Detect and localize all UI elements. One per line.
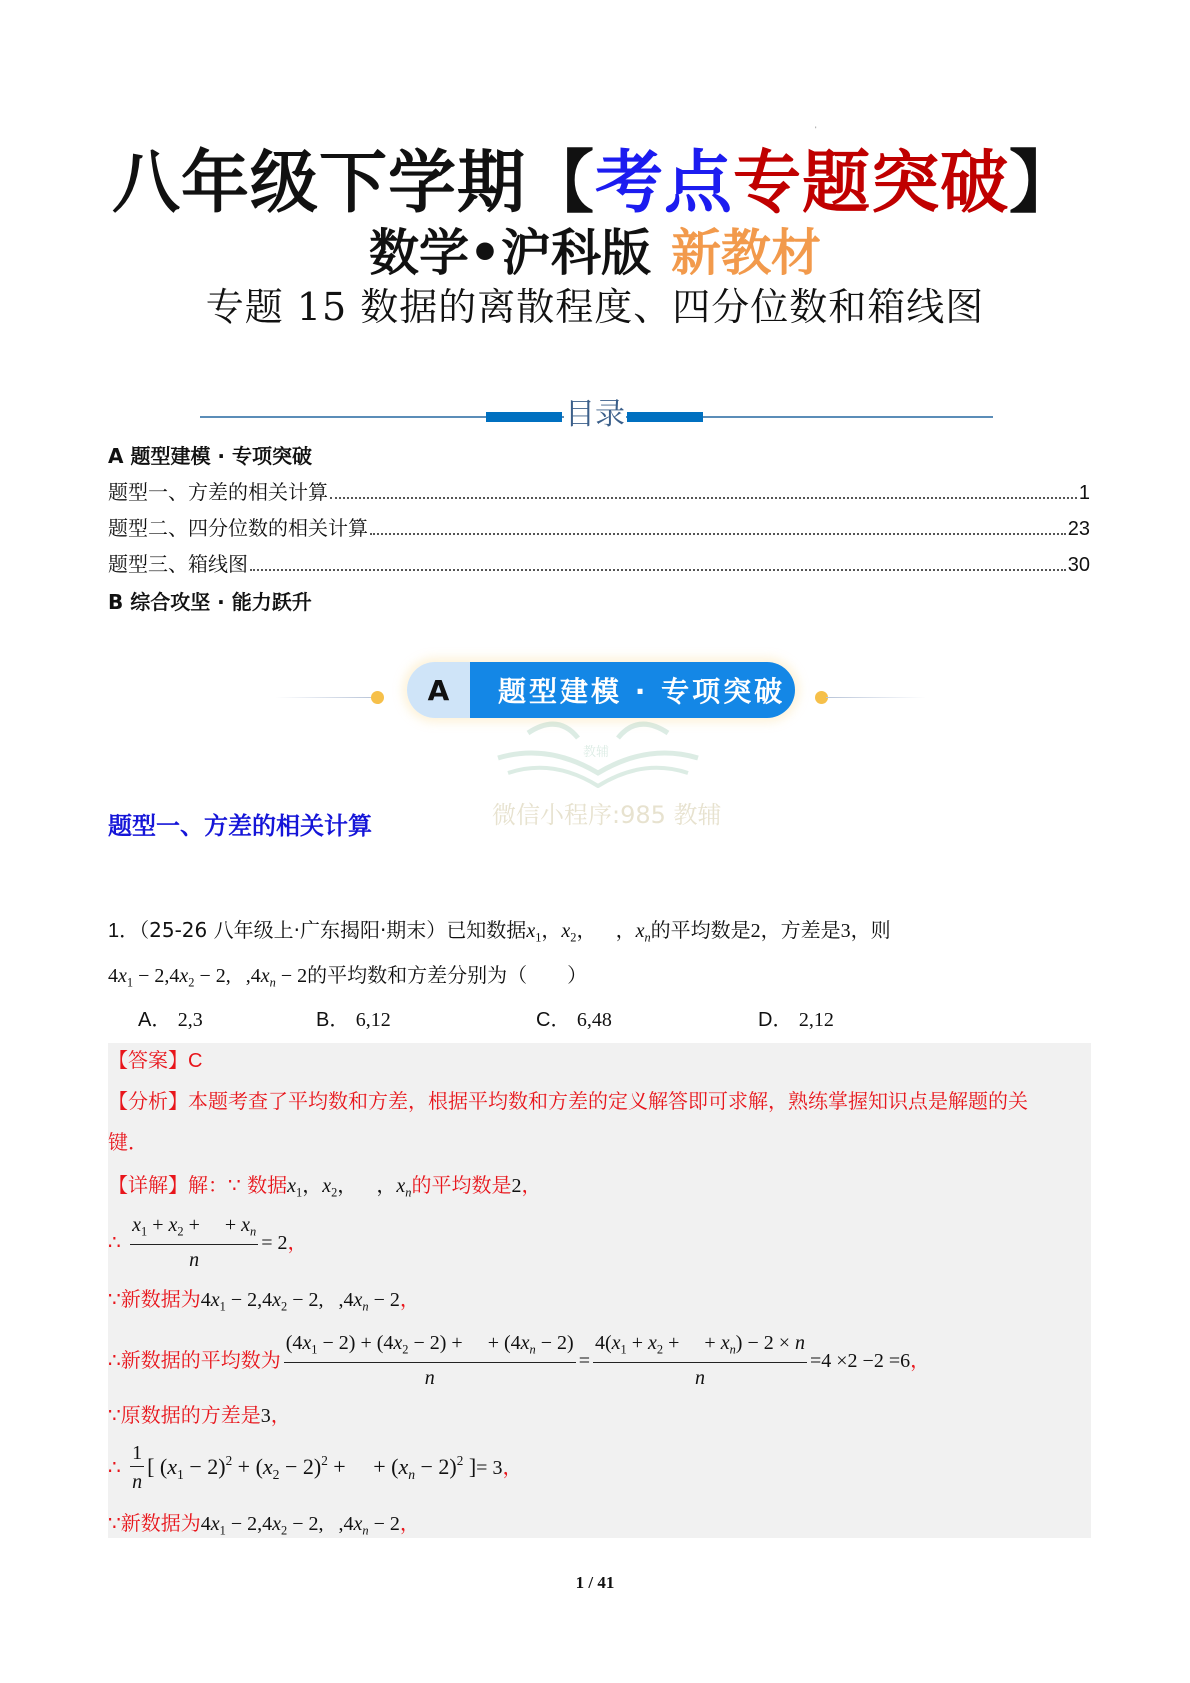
toc-item[interactable] [108, 514, 1090, 543]
therefore-symbol: ∴ [108, 1455, 121, 1479]
banner-line-right [826, 697, 926, 698]
question-number: 1． [108, 920, 140, 942]
answer-options [138, 1004, 936, 1035]
toc-divider-block-right [627, 412, 703, 422]
page-subtitle [0, 224, 1190, 282]
therefore-symbol: ∴ [108, 1348, 121, 1373]
because-symbol: ∵ [108, 1511, 121, 1535]
banner-dot-left-icon [371, 691, 384, 704]
step-text: 原数据的方差是 [120, 1403, 261, 1427]
toc-item-page: 1 [1078, 482, 1090, 504]
toc-item[interactable] [108, 478, 1090, 507]
toc-section-a[interactable]: A 题型建模 · 专项突破 [108, 444, 312, 468]
step-new-mean: ∴新数据的平均数为 $\frac{(4x_1 - 2) + (4x_2 - 2) + + (4x_n - 2)}{n}$ = $\frac{4(x_1 + x_2 + + x_n) - 2 \times n}{n}$ =4 ×2 −2 =6， [108, 1330, 930, 1393]
detail-line1: 【详解】解：∵ 数据$x_1$，$x_2$， ，$x_n$的平均数是2， [108, 1173, 542, 1200]
given-mean: 2 [750, 920, 761, 942]
detail-text: 解：∵ 数据 [188, 1173, 288, 1197]
stem-text: 已知数据 [446, 918, 527, 942]
option-b[interactable]: B． 6,12 [316, 1009, 391, 1031]
step-new-data: ∵新数据为$4x_1 - 2,4x_2 - 2$, $,4x_n - 2$， [108, 1287, 420, 1314]
page-title [0, 144, 1190, 223]
equation-result: =4 ×2 −2 =6 [810, 1350, 911, 1373]
detail-label: 【详解】 [108, 1173, 188, 1197]
stem-text: ，则 [850, 918, 891, 942]
analysis-line2: 键． [108, 1130, 148, 1154]
answer-line [108, 1045, 202, 1076]
toc-item-label: 题型三、箱线图 [108, 552, 248, 576]
step-text: 新数据为 [120, 1287, 201, 1311]
equation-result: = 2 [261, 1232, 288, 1255]
page-number: 1 / 41 [575, 1573, 615, 1592]
toc-leader-dots [330, 497, 1077, 499]
toc-leader-dots [250, 569, 1066, 571]
subtitle-edition: 数学•沪科版 [369, 224, 651, 282]
subtitle-new-textbook: 新教材 [670, 224, 821, 282]
svg-text:教辅: 教辅 [583, 745, 610, 760]
toc-leader-dots [370, 533, 1066, 535]
given-variance: 3 [840, 920, 851, 942]
answer-label: 【答案】 [108, 1048, 188, 1072]
title-grade: 八年级下学期【 [111, 144, 595, 223]
equation-result: = 3 [476, 1457, 503, 1479]
because-symbol: ∵ [108, 1287, 121, 1311]
step-variance-equation: ∴ $\frac{1}{n}$ [ $(x_1 - 2)^2 + (x_2 - 2)^2$ + + $(x_n - 2)^2$ ]= 3， [108, 1440, 522, 1497]
stem-text: 的平均数和方差分别为（ ） [307, 963, 588, 987]
stem-text: 的平均数是 [650, 918, 751, 942]
toc-item-label: 题型二、四分位数的相关计算 [108, 516, 368, 540]
step-text: 新数据为 [120, 1511, 201, 1535]
title-bracket-close: 】 [1009, 144, 1079, 223]
toc-section-b[interactable]: B 综合攻坚 · 能力跃升 [108, 590, 312, 614]
toc-item-page: 30 [1067, 554, 1090, 576]
question-stem-line1: 1．（25-26 八年级上·广东揭阳·期末）已知数据$x_1$，$x_2$， ，$x_n$的平均数是2，方差是3，则 [108, 918, 891, 945]
detail-mean: 2 [511, 1175, 522, 1197]
question-source: （25-26 八年级上·广东揭阳·期末） [139, 918, 447, 942]
analysis-line1 [108, 1086, 1028, 1116]
section-banner [407, 662, 795, 718]
toc-item-label: 题型一、方差的相关计算 [108, 480, 328, 504]
analysis-text: 本题考查了平均数和方差，根据平均数和方差的定义解答即可求解，熟练掌握知识点是解题的关 [188, 1089, 1028, 1113]
stem-text: ，方差是 [760, 918, 841, 942]
toc-item[interactable] [108, 550, 1090, 579]
detail-text: 的平均数是 [411, 1173, 512, 1197]
therefore-symbol: ∴ [108, 1230, 121, 1255]
toc-item-page: 23 [1067, 518, 1090, 540]
watermark-book-logo-icon [488, 718, 708, 788]
banner-line-left [275, 697, 375, 698]
tiny-mark: ' [815, 126, 817, 133]
toc-heading: 目录 [565, 397, 625, 432]
watermark-text: 微信小程序:985 教辅 [492, 801, 722, 829]
title-keyword-red: 专题突破 [733, 144, 1010, 223]
answer-value: C [188, 1050, 203, 1072]
step-mean-equation: ∴ $\frac{x_1 + x_2 + + x_n}{n}$ = 2， [108, 1212, 308, 1275]
step-new-data-repeat: ∵新数据为$4x_1 - 2,4x_2 - 2$, $,4x_n - 2$， [108, 1511, 420, 1538]
section-heading: 题型一、方差的相关计算 [108, 812, 372, 840]
toc-divider-block-left [486, 412, 562, 422]
orig-variance: 3 [260, 1405, 271, 1427]
step-orig-variance: ∵原数据的方差是3， [108, 1403, 291, 1427]
banner-letter: A [407, 662, 470, 718]
option-d[interactable]: D． 2,12 [758, 1009, 834, 1031]
question-stem-line2: $4x_1 - 2,4x_2 - 2$, $,4x_n - 2$的平均数和方差分别为（ ） [108, 963, 588, 990]
step-text: 新数据的平均数为 [120, 1348, 281, 1373]
option-a[interactable]: A． 2,3 [138, 1009, 203, 1031]
banner-text: 题型建模 · 专项突破 [470, 662, 795, 718]
option-c[interactable]: C． 6,48 [536, 1009, 612, 1031]
because-symbol: ∵ [108, 1403, 121, 1427]
topic-title: 专题 15 数据的离散程度、四分位数和箱线图 [205, 285, 985, 329]
analysis-label: 【分析】 [108, 1089, 188, 1113]
title-keyword-blue: 考点 [594, 144, 733, 223]
